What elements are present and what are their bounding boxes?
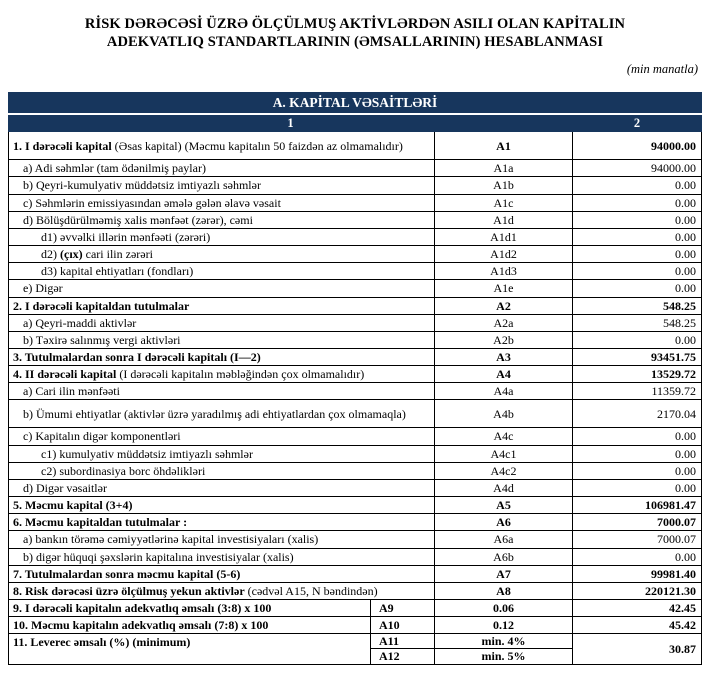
row-label-pre: d2) — [41, 247, 60, 262]
row-label-text: b) Ümumi ehtiyatlar (aktivlər üzrə yaradılmış adi ehtiyatlardan çox olmamaqla) — [23, 406, 406, 421]
row-value: 7000.07 — [573, 514, 702, 531]
row-label — [9, 280, 435, 297]
row-value: 0.00 — [573, 228, 702, 245]
row-code: A2a — [435, 314, 573, 331]
page-title-line1: RİSK DƏRƏCƏSİ ÜZRƏ ÖLÇÜLMUŞ AKTİVLƏRDƏN ASILI OLAN KAPİTALIN — [84, 16, 626, 32]
row-value: 94000.00 — [573, 160, 702, 177]
table-row-a1b — [9, 177, 702, 194]
table-row-a7 — [9, 565, 702, 582]
row-value: 2170.04 — [573, 400, 702, 428]
row-code: A1c — [435, 194, 573, 211]
row-label — [9, 366, 435, 383]
row-label-rest: cari ilin zərəri — [82, 247, 153, 262]
row-label-bold: 9. I dərəcəli kapitalın adekvatlıq əmsalı (3:8) x 100 — [13, 601, 272, 615]
table-row-a1d — [9, 211, 702, 228]
table-row-a1d2 — [9, 246, 702, 263]
row-code: A4c — [435, 428, 573, 445]
row-label-bold: 3. Tutulmalardan sonra I dərəcəli kapitalı (I—2) — [13, 349, 261, 364]
row-label-bold: 11. Leverec əmsalı (%) (minimum) — [13, 635, 191, 650]
row-value: 548.25 — [573, 297, 702, 314]
row-label — [9, 531, 435, 548]
row-label-text: d) Bölüşdürülməmiş xalis mənfəət (zərər), cəmi — [23, 212, 253, 227]
row-label — [9, 348, 435, 365]
row-label — [9, 634, 371, 664]
row-value: 0.00 — [573, 280, 702, 297]
row-code: A11 — [371, 634, 435, 649]
row-label-rest: (Əsas kapital) (Məcmu kapitalın 50 faizdən az olmamalıdır) — [111, 138, 403, 153]
document-page — [0, 15, 710, 665]
row-label — [9, 400, 435, 428]
row-value: 0.00 — [573, 479, 702, 496]
table-row-a5 — [9, 497, 702, 514]
row-code: A1e — [435, 280, 573, 297]
row-code: A10 — [371, 617, 435, 634]
table-row-a6 — [9, 514, 702, 531]
row-value: 0.00 — [573, 445, 702, 462]
row-label-text: a) Adi səhmlər (tam ödənilmiş paylar) — [23, 161, 206, 176]
table-row-a2b — [9, 331, 702, 348]
table-row-a3 — [9, 348, 702, 365]
row-label-text: c2) subordinasiya borc öhdəlikləri — [41, 463, 206, 478]
row-label-text: b) Qeyri-kumulyativ müddətsiz imtiyazlı səhmlər — [23, 178, 261, 193]
row-label-text: a) Cari ilin mənfəəti — [23, 384, 120, 399]
row-code: A2b — [435, 331, 573, 348]
row-label-bold: 5. Məcmu kapital (3+4) — [13, 498, 133, 513]
row-code: A6 — [435, 514, 573, 531]
row-label — [9, 565, 435, 582]
row-label-bold: 4. II dərəcəli kapital — [13, 367, 117, 382]
row-value: 0.00 — [573, 548, 702, 565]
row-label — [9, 617, 371, 634]
table-row-a9 — [9, 600, 702, 617]
row-code: A7 — [435, 565, 573, 582]
row-code: A4d — [435, 479, 573, 496]
row-label-text: e) Digər — [23, 281, 63, 296]
row-value: 0.00 — [573, 177, 702, 194]
row-value: 0.00 — [573, 194, 702, 211]
table-row-a1a — [9, 160, 702, 177]
row-label-text: d1) əvvəlki illərin mənfəəti (zərəri) — [41, 229, 211, 244]
row-label-bold: 2. I dərəcəli kapitaldan tutulmalar — [13, 298, 190, 313]
row-label — [9, 600, 371, 617]
row-code: A4c1 — [435, 445, 573, 462]
row-code: A2 — [435, 297, 573, 314]
table-row-a1e — [9, 280, 702, 297]
table-row-a6a — [9, 531, 702, 548]
capital-table — [8, 92, 702, 664]
row-label — [9, 479, 435, 496]
row-value: 13529.72 — [573, 366, 702, 383]
row-code: A6a — [435, 531, 573, 548]
row-value: 42.45 — [573, 600, 702, 617]
row-label — [9, 314, 435, 331]
table-row-a2a — [9, 314, 702, 331]
row-value: 0.00 — [573, 331, 702, 348]
row-code: A1a — [435, 160, 573, 177]
table-row-a10 — [9, 617, 702, 634]
section-header-row — [9, 93, 702, 115]
row-label — [9, 228, 435, 245]
row-code: A1b — [435, 177, 573, 194]
row-label — [9, 246, 435, 263]
table-row-a1d3 — [9, 263, 702, 280]
row-label — [9, 177, 435, 194]
table-row-a4c1 — [9, 445, 702, 462]
row-label — [9, 383, 435, 400]
column-header-row — [9, 114, 702, 132]
page-title — [0, 15, 710, 51]
row-label — [9, 194, 435, 211]
row-code: A1 — [435, 132, 573, 160]
row-label — [9, 548, 435, 565]
page-title-line2: ADEKVATLIQ STANDARTLARININ (ƏMSALLARININ) HESABLANMASI — [106, 34, 604, 51]
row-ratio: 0.12 — [435, 617, 573, 634]
table-row-a8 — [9, 582, 702, 599]
table-row-a2 — [9, 297, 702, 314]
row-label-text: d3) kapital ehtiyatları (fondları) — [41, 264, 194, 279]
row-value: 0.00 — [573, 246, 702, 263]
row-value: 0.00 — [573, 263, 702, 280]
row-label — [9, 428, 435, 445]
row-value: 30.87 — [573, 634, 702, 664]
row-code: A9 — [371, 600, 435, 617]
row-code: A3 — [435, 348, 573, 365]
column-header-2: 2 — [573, 114, 702, 132]
row-minimum: min. 5% — [435, 649, 573, 664]
row-value: 548.25 — [573, 314, 702, 331]
row-code: A1d2 — [435, 246, 573, 263]
row-value: 220121.30 — [573, 582, 702, 599]
table-row-a4c2 — [9, 462, 702, 479]
section-header: A. KAPİTAL VƏSAİTLƏRİ — [9, 93, 702, 115]
row-value: 0.00 — [573, 211, 702, 228]
row-label-text: a) bankın törəmə cəmiyyətlərinə kapital investisiyaları (xalis) — [23, 532, 319, 547]
row-label-bold: 1. I dərəcəli kapital — [13, 138, 112, 153]
row-value: 94000.00 — [573, 132, 702, 160]
row-label — [9, 462, 435, 479]
row-value: 0.00 — [573, 428, 702, 445]
row-label-bold: (çıx) — [60, 247, 83, 262]
row-value: 0.00 — [573, 462, 702, 479]
row-label — [9, 297, 435, 314]
row-value: 99981.40 — [573, 565, 702, 582]
row-value: 93451.75 — [573, 348, 702, 365]
row-code: A4b — [435, 400, 573, 428]
row-code: A8 — [435, 582, 573, 599]
row-code: A6b — [435, 548, 573, 565]
row-code: A4c2 — [435, 462, 573, 479]
row-label-text: d) Digər vəsaitlər — [23, 480, 107, 495]
row-code: A1d3 — [435, 263, 573, 280]
row-label-bold: 10. Məcmu kapitalın adekvatlıq əmsalı (7:8) x 100 — [13, 618, 269, 633]
row-label — [9, 331, 435, 348]
row-label — [9, 445, 435, 462]
row-label — [9, 211, 435, 228]
table-row-a11 — [9, 634, 702, 649]
row-label — [9, 132, 435, 160]
row-code: A4 — [435, 366, 573, 383]
row-value: 45.42 — [573, 617, 702, 634]
row-value: 106981.47 — [573, 497, 702, 514]
row-label-bold: 8. Risk dərəcəsi üzrə ölçülmuş yekun aktivlər — [13, 583, 245, 598]
row-code: A1d — [435, 211, 573, 228]
table-row-a1c — [9, 194, 702, 211]
row-label-rest: (cədvəl A15, N bəndindən) — [244, 583, 378, 598]
units-note: (min manatla) — [626, 62, 698, 77]
row-label — [9, 514, 435, 531]
row-label — [9, 497, 435, 514]
table-row-a4b — [9, 400, 702, 428]
row-minimum: min. 4% — [435, 634, 573, 649]
row-label-text: b) digər hüquqi şəxslərin kapitalına investisiyalar (xalis) — [23, 549, 294, 564]
row-label-bold: 7. Tutulmalardan sonra məcmu kapital (5-6) — [13, 566, 241, 581]
row-label-text: b) Təxirə salınmış vergi aktivləri — [23, 332, 181, 347]
row-value: 7000.07 — [573, 531, 702, 548]
row-label-bold: 6. Məcmu kapitaldan tutulmalar : — [13, 515, 188, 530]
row-ratio: 0.06 — [435, 600, 573, 617]
table-row-a4d — [9, 479, 702, 496]
table-row-a6b — [9, 548, 702, 565]
row-label — [9, 582, 435, 599]
row-label-text: c1) kumulyativ müddətsiz imtiyazlı səhmlər — [41, 446, 253, 461]
table-row-a4c — [9, 428, 702, 445]
row-code: A4a — [435, 383, 573, 400]
row-label-text: a) Qeyri-maddi aktivlər — [23, 315, 137, 330]
column-header-1: 1 — [9, 114, 573, 132]
row-label-text: c) Kapitalın digər komponentləri — [23, 429, 181, 444]
table-row-a1d1 — [9, 228, 702, 245]
row-label — [9, 160, 435, 177]
row-code: A12 — [371, 649, 435, 664]
row-code: A1d1 — [435, 228, 573, 245]
row-value: 11359.72 — [573, 383, 702, 400]
row-code: A5 — [435, 497, 573, 514]
row-label — [9, 263, 435, 280]
table-row-a1 — [9, 132, 702, 160]
table-row-a4a — [9, 383, 702, 400]
table-row-a4 — [9, 366, 702, 383]
row-label-rest: (I dərəcəli kapitalın məbləğindən çox olmamalıdır) — [116, 367, 365, 382]
row-label-text: c) Səhmlərin emissiyasından əmələ gələn əlavə vəsait — [23, 195, 281, 210]
